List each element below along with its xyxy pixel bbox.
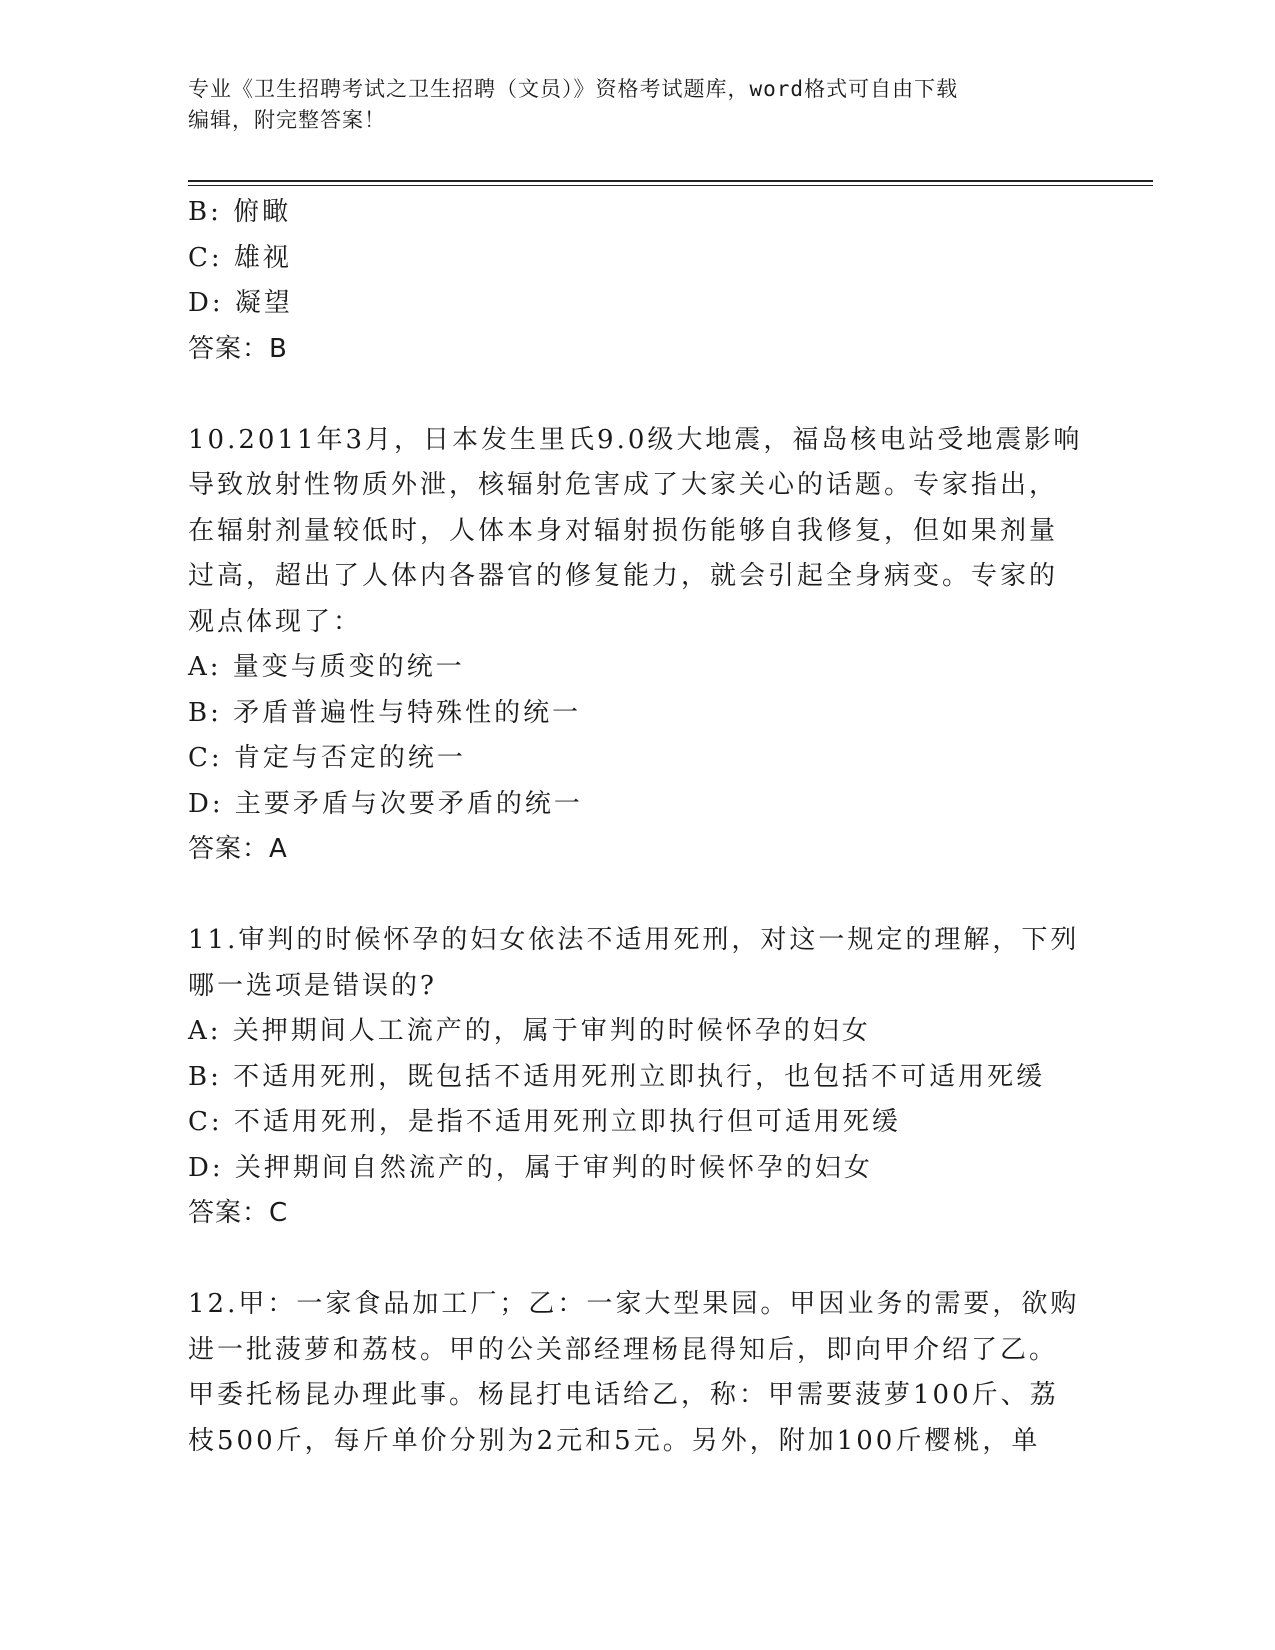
document-header (188, 74, 1088, 136)
option-d: D: 凝望 (188, 288, 293, 318)
option-c: C: 雄视 (188, 242, 292, 273)
option-d: D: 关押期间自然流产的，属于审判的时候怀孕的妇女 (188, 1152, 873, 1183)
option-d: D: 主要矛盾与次要矛盾的统一 (188, 788, 583, 819)
option-b: B: 俯瞰 (188, 197, 292, 227)
answer-line: 答案：A (188, 834, 288, 864)
question-12 (188, 1282, 1088, 1464)
question-10 (188, 418, 1088, 873)
question-text-line: 导致放射性物质外泄，核辐射危害成了大家关心的话题。专家指出， (188, 470, 1059, 500)
question-text-line: 甲委托杨昆办理此事。杨昆打电话给乙，称：甲需要菠萝100斤、荔 (188, 1380, 1059, 1410)
answer-line: 答案：C (188, 1198, 289, 1228)
header-line-2: 编辑，附完整答案！ (188, 108, 386, 132)
question-text-line: 10.2011年3月，日本发生里氏9.0级大地震，福岛核电站受地震影响 (188, 424, 1083, 455)
header-line-1: 专业《卫生招聘考试之卫生招聘（文员）》资格考试题库，word格式可自由下载 (188, 77, 959, 101)
spacer (188, 873, 1088, 919)
spacer (188, 372, 1088, 418)
option-b: B: 不适用死刑，既包括不适用死刑立即执行，也包括不可适用死缓 (188, 1061, 1046, 1092)
option-b: B: 矛盾普遍性与特殊性的统一 (188, 697, 582, 728)
question-text-line: 12.甲：一家食品加工厂；乙：一家大型果园。甲因业务的需要，欲购 (188, 1289, 1080, 1319)
question-11 (188, 918, 1088, 1237)
question-text-line: 11.审判的时候怀孕的妇女依法不适用死刑，对这一规定的理解，下列 (188, 925, 1080, 955)
header-divider-thin (188, 185, 1153, 186)
question-text-line: 进一批菠萝和荔枝。甲的公关部经理杨昆得知后，即向甲介绍了乙。 (188, 1334, 1059, 1365)
question-text-line: 哪一选项是错误的? (188, 970, 437, 1001)
question-text-line: 在辐射剂量较低时，人体本身对辐射损伤能够自我修复，但如果剂量 (188, 515, 1059, 546)
question-text-line: 观点体现了： (188, 606, 363, 637)
document-body (188, 190, 1088, 1464)
header-divider-thick (188, 180, 1153, 182)
question-9-continuation (188, 190, 1088, 372)
answer-line: 答案：B (188, 333, 288, 364)
question-text-line: 枝500斤，每斤单价分别为2元和5元。另外，附加100斤樱桃，单 (188, 1425, 1041, 1456)
spacer (188, 1237, 1088, 1283)
question-text-line: 过高，超出了人体内各器官的修复能力，就会引起全身病变。专家的 (188, 561, 1059, 591)
option-c: C: 不适用死刑，是指不适用死刑立即执行但可适用死缓 (188, 1107, 901, 1137)
option-c: C: 肯定与否定的统一 (188, 743, 466, 773)
option-a: A: 关押期间人工流产的，属于审判的时候怀孕的妇女 (188, 1016, 871, 1046)
option-a: A: 量变与质变的统一 (188, 652, 465, 682)
